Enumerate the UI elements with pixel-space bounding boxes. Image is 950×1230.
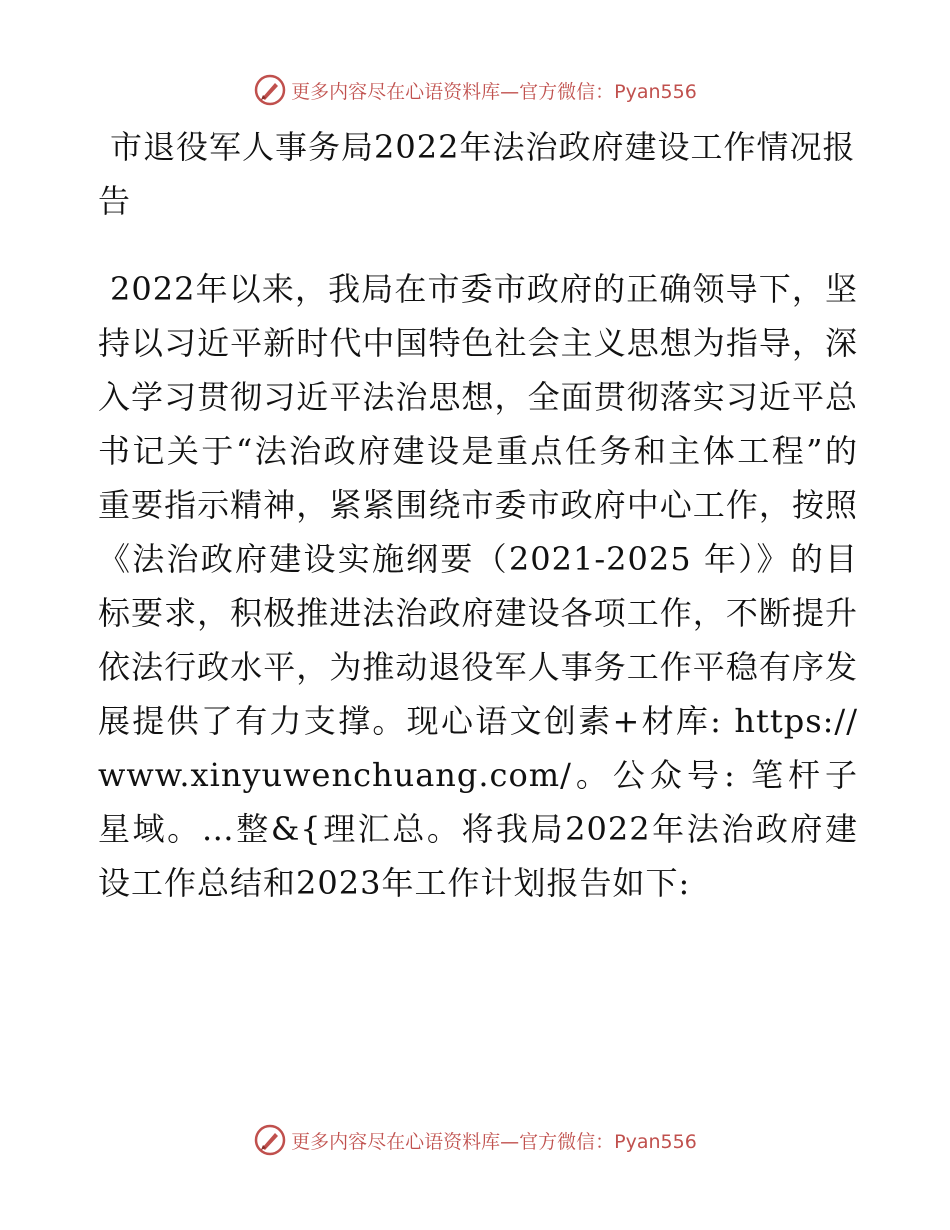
pen-circle-logo-icon [253,73,287,107]
document-title: 市退役军人事务局2022年法治政府建设工作情况报告 [98,128,856,220]
footer-banner [0,1120,950,1160]
banner-text: 更多内容尽在心语资料库—官方微信：Pyan556 [291,80,697,103]
document-paragraph: 2022年以来，我局在市委市政府的正确领导下，坚持以习近平新时代中国特色社会主义思想为指导，深入学习贯彻习近平法治思想，全面贯彻落实习近平总书记关于“法治政府建设是重点任务和主体工程”的重要指示精神，紧紧围绕市委市政府中心工作，按照《法治政府建设实施纲要（2021-2025 年）》的目标要求，积极推进法治政府建设各项工作，不断提升依法行政水平，为推动退役军人事务工作平稳有序发展提供了有力支撑。现心语文创素+材库: https://www.xinyuwenchuang.com/。公众号: 笔杆子星域。…整&{理汇总。将我局2022年法治政府建设工作总结和2023年工作计划报告如下: [98,270,858,902]
document-body [98,120,858,910]
pen-circle-logo-icon [253,1123,287,1157]
banner-text: 更多内容尽在心语资料库—官方微信：Pyan556 [291,1130,697,1153]
wechat-id: Pyan556 [614,1130,697,1153]
header-banner [0,70,950,110]
wechat-id: Pyan556 [614,80,697,103]
